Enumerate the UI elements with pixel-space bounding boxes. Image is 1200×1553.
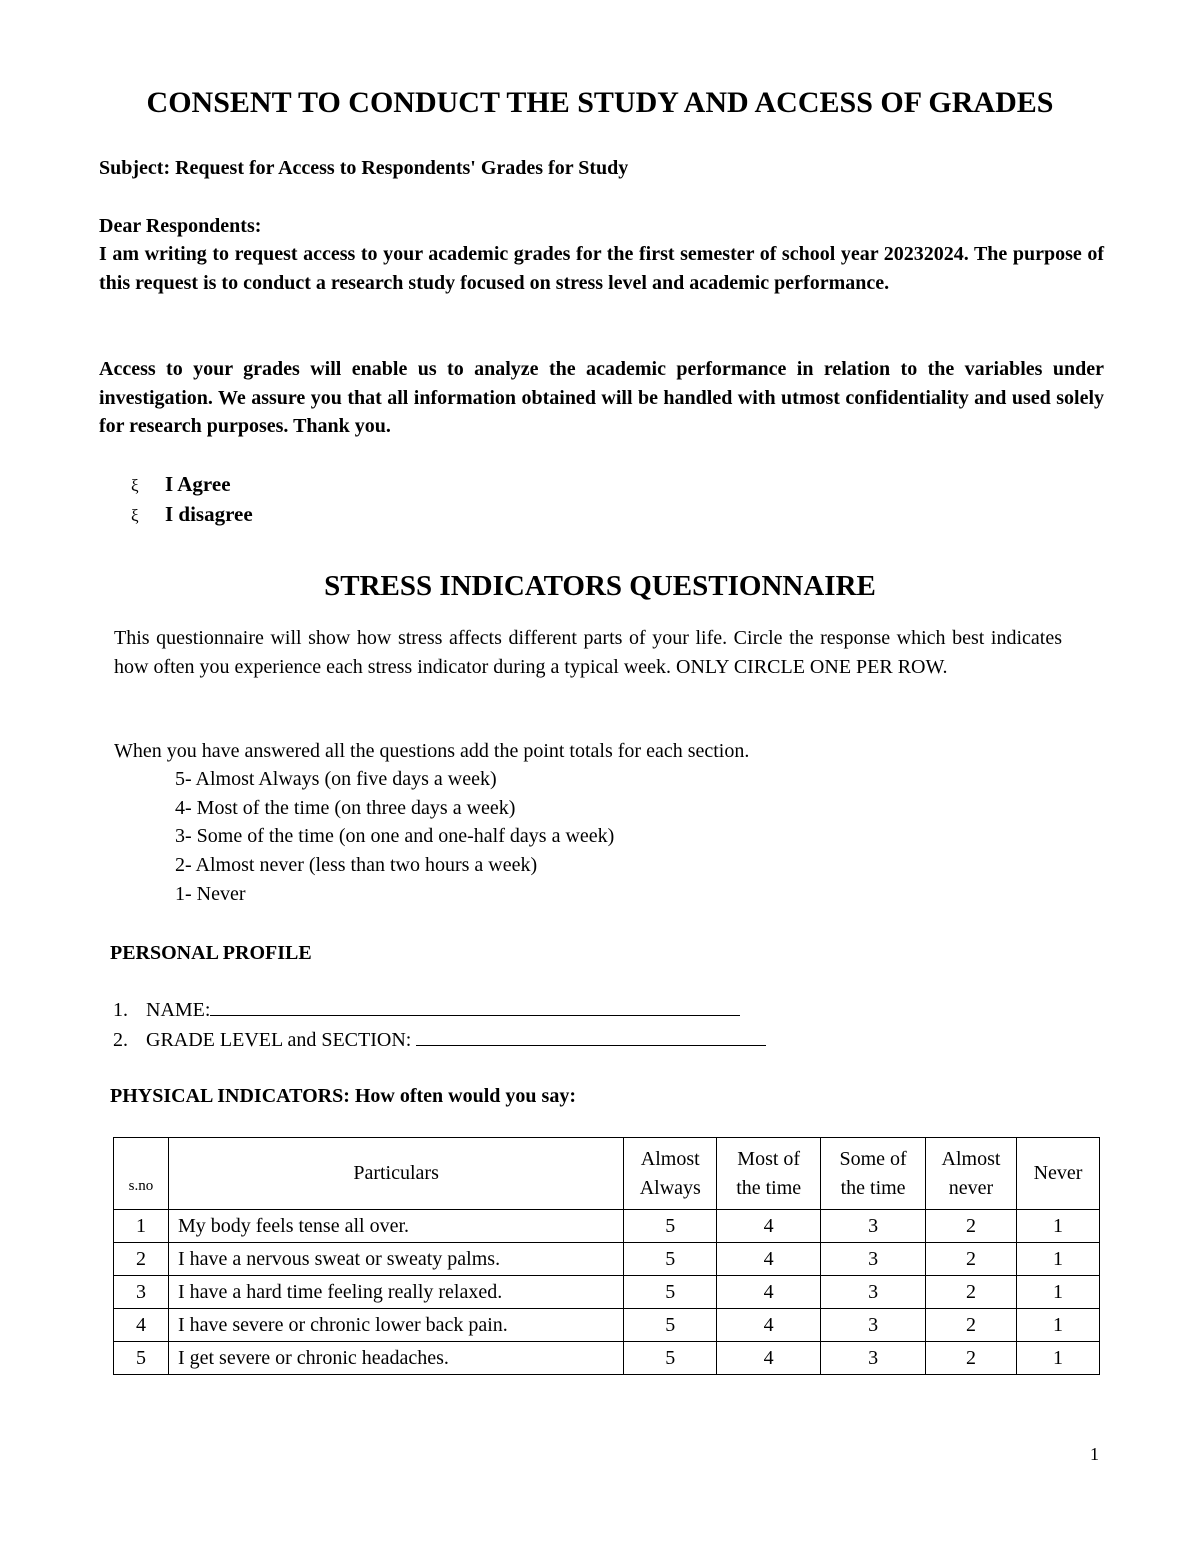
table-row [114, 1342, 1100, 1375]
grade-section-field[interactable] [113, 1025, 766, 1055]
field-number: 2. [113, 1029, 128, 1051]
score-cell[interactable]: 1 [1016, 1309, 1099, 1342]
score-cell[interactable]: 4 [717, 1243, 821, 1276]
consent-paragraph-2: Access to your grades will enable us to analyze the academic performance in relation to the variables under investigation. We assure you that all information obtained will be handled with utmost confidentiality and used solely for research purposes. Thank you. [99, 358, 1104, 437]
score-cell[interactable]: 2 [926, 1210, 1017, 1243]
score-cell[interactable]: 3 [821, 1243, 926, 1276]
score-cell[interactable]: 4 [717, 1342, 821, 1375]
questionnaire-instruction: When you have answered all the questions add the point totals for each section. [114, 740, 750, 762]
name-label: NAME: [146, 999, 211, 1021]
score-cell[interactable]: 1 [1016, 1210, 1099, 1243]
option-label: I Agree [165, 472, 231, 496]
score-cell[interactable]: 3 [821, 1210, 926, 1243]
column-header-never: Never [1016, 1138, 1099, 1210]
score-cell[interactable]: 5 [624, 1309, 717, 1342]
score-cell[interactable]: 3 [821, 1342, 926, 1375]
questionnaire-intro: This questionnaire will show how stress affects different parts of your life. Circle the response which best indicates how often you experience each stress indicator during a typical week. ONLY CIRCLE ONE PER ROW. [114, 627, 1062, 678]
checkbox-icon: ξ [131, 506, 139, 525]
score-cell[interactable]: 3 [821, 1276, 926, 1309]
column-header-particulars: Particulars [168, 1138, 623, 1210]
salutation: Dear Respondents: [99, 215, 262, 237]
table-row [114, 1243, 1100, 1276]
name-field[interactable] [113, 995, 740, 1025]
score-cell[interactable]: 2 [926, 1243, 1017, 1276]
table-row [114, 1210, 1100, 1243]
scale-item: 5- Almost Always (on five days a week) [175, 768, 497, 790]
score-cell[interactable]: 5 [624, 1243, 717, 1276]
subject-line: Subject: Request for Access to Respondents' Grades for Study [99, 157, 629, 179]
row-particular: I have severe or chronic lower back pain. [168, 1309, 623, 1342]
score-cell[interactable]: 4 [717, 1309, 821, 1342]
option-disagree[interactable] [131, 502, 253, 527]
column-header-most-of-the-time: Most of the time [717, 1138, 821, 1210]
scale-item: 4- Most of the time (on three days a week) [175, 796, 516, 819]
score-cell[interactable]: 1 [1016, 1342, 1099, 1375]
score-cell[interactable]: 5 [624, 1342, 717, 1375]
score-cell[interactable]: 2 [926, 1342, 1017, 1375]
consent-title: CONSENT TO CONDUCT THE STUDY AND ACCESS OF GRADES [146, 86, 1054, 119]
score-cell[interactable]: 1 [1016, 1276, 1099, 1309]
checkbox-icon: ξ [131, 476, 139, 495]
consent-paragraph-1: I am writing to request access to your academic grades for the first semester of school year 20232024. The purpose of this request is to conduct a research study focused on stress level and academic performance. [99, 243, 1104, 294]
scale-item: 2- Almost never (less than two hours a week) [175, 854, 538, 877]
table-row [114, 1309, 1100, 1342]
profile-heading: PERSONAL PROFILE [110, 942, 312, 964]
scale-list [175, 765, 614, 909]
field-number: 1. [113, 999, 128, 1021]
column-header-sno: s.no [114, 1138, 169, 1210]
score-cell[interactable]: 2 [926, 1309, 1017, 1342]
row-particular: I have a hard time feeling really relaxed. [168, 1276, 623, 1309]
option-agree[interactable] [131, 472, 231, 497]
score-cell[interactable]: 4 [717, 1276, 821, 1309]
grade-section-label: GRADE LEVEL and SECTION: [146, 1029, 412, 1051]
option-label: I disagree [165, 502, 253, 526]
score-cell[interactable]: 4 [717, 1210, 821, 1243]
row-number: 1 [114, 1210, 169, 1243]
scale-item: 1- Never [175, 882, 246, 905]
page-number: 1 [1090, 1444, 1099, 1464]
score-cell[interactable]: 5 [624, 1276, 717, 1309]
row-number: 3 [114, 1276, 169, 1309]
grade-section-input-line[interactable] [416, 1025, 766, 1046]
column-header-some-of-the-time: Some of the time [821, 1138, 926, 1210]
row-particular: I have a nervous sweat or sweaty palms. [168, 1243, 623, 1276]
row-number: 5 [114, 1342, 169, 1375]
score-cell[interactable]: 3 [821, 1309, 926, 1342]
scale-item: 3- Some of the time (on one and one-half days a week) [175, 825, 615, 848]
column-header-almost-always: Almost Always [624, 1138, 717, 1210]
score-cell[interactable]: 5 [624, 1210, 717, 1243]
column-header-almost-never: Almost never [926, 1138, 1017, 1210]
row-particular: My body feels tense all over. [168, 1210, 623, 1243]
physical-heading: PHYSICAL INDICATORS: How often would you say: [110, 1085, 576, 1107]
score-cell[interactable]: 2 [926, 1276, 1017, 1309]
row-number: 4 [114, 1309, 169, 1342]
table-row [114, 1276, 1100, 1309]
row-number: 2 [114, 1243, 169, 1276]
row-particular: I get severe or chronic headaches. [168, 1342, 623, 1375]
questionnaire-title: STRESS INDICATORS QUESTIONNAIRE [324, 570, 876, 602]
score-cell[interactable]: 1 [1016, 1243, 1099, 1276]
table-header-row [114, 1138, 1100, 1210]
name-input-line[interactable] [210, 995, 740, 1016]
physical-indicators-table [113, 1137, 1100, 1375]
